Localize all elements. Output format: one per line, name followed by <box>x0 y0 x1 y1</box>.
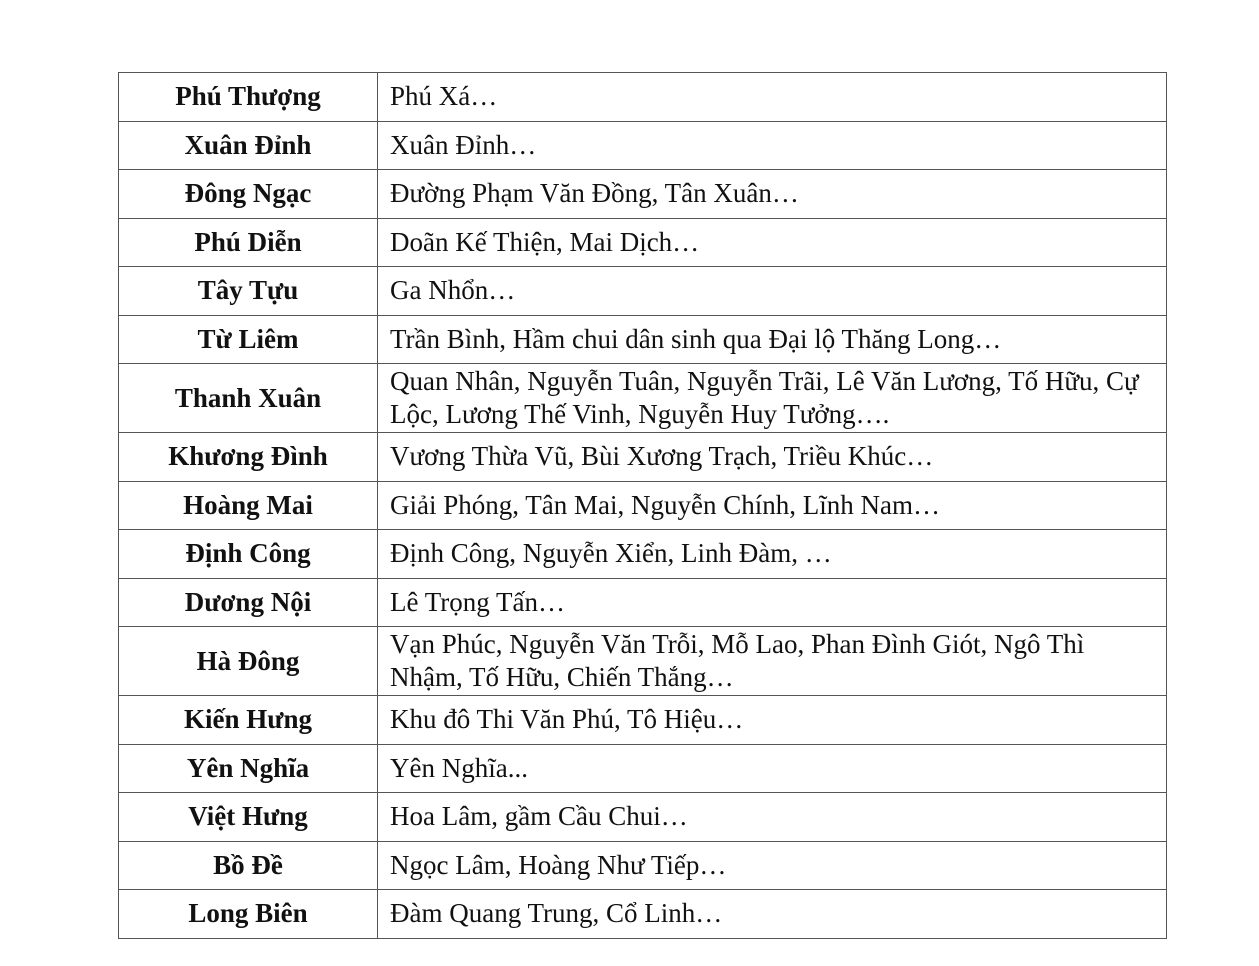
streets-cell: Xuân Đỉnh… <box>378 121 1167 170</box>
table-row <box>119 793 1167 842</box>
streets-cell: Ga Nhổn… <box>378 267 1167 316</box>
table-row <box>119 578 1167 627</box>
streets-cell: Vương Thừa Vũ, Bùi Xương Trạch, Triều Khúc… <box>378 433 1167 482</box>
table-row <box>119 267 1167 316</box>
table-row <box>119 73 1167 122</box>
ward-name-cell: Phú Thượng <box>119 73 378 122</box>
ward-name-cell: Yên Nghĩa <box>119 744 378 793</box>
table-row <box>119 218 1167 267</box>
streets-cell: Đàm Quang Trung, Cổ Linh… <box>378 890 1167 939</box>
table-row <box>119 530 1167 579</box>
streets-cell: Trần Bình, Hầm chui dân sinh qua Đại lộ Thăng Long… <box>378 315 1167 364</box>
table-row <box>119 627 1167 696</box>
table-row <box>119 315 1167 364</box>
table-row <box>119 744 1167 793</box>
table-row <box>119 890 1167 939</box>
streets-cell: Ngọc Lâm, Hoàng Như Tiếp… <box>378 841 1167 890</box>
streets-cell: Khu đô Thi Văn Phú, Tô Hiệu… <box>378 696 1167 745</box>
streets-cell: Hoa Lâm, gầm Cầu Chui… <box>378 793 1167 842</box>
streets-cell: Phú Xá… <box>378 73 1167 122</box>
table-body <box>119 73 1167 939</box>
streets-cell: Giải Phóng, Tân Mai, Nguyễn Chính, Lĩnh Nam… <box>378 481 1167 530</box>
table-row <box>119 433 1167 482</box>
ward-name-cell: Tây Tựu <box>119 267 378 316</box>
table-row <box>119 170 1167 219</box>
table-row <box>119 696 1167 745</box>
ward-name-cell: Thanh Xuân <box>119 364 378 433</box>
ward-name-cell: Dương Nội <box>119 578 378 627</box>
ward-name-cell: Đông Ngạc <box>119 170 378 219</box>
ward-name-cell: Kiến Hưng <box>119 696 378 745</box>
streets-cell: Lê Trọng Tấn… <box>378 578 1167 627</box>
table-row <box>119 481 1167 530</box>
ward-name-cell: Hà Đông <box>119 627 378 696</box>
ward-name-cell: Phú Diễn <box>119 218 378 267</box>
streets-cell: Đường Phạm Văn Đồng, Tân Xuân… <box>378 170 1167 219</box>
ward-name-cell: Xuân Đỉnh <box>119 121 378 170</box>
streets-cell: Vạn Phúc, Nguyễn Văn Trỗi, Mỗ Lao, Phan Đình Giót, Ngô Thì Nhậm, Tố Hữu, Chiến Thắng… <box>378 627 1167 696</box>
streets-cell: Yên Nghĩa... <box>378 744 1167 793</box>
ward-name-cell: Từ Liêm <box>119 315 378 364</box>
streets-cell: Định Công, Nguyễn Xiển, Linh Đàm, … <box>378 530 1167 579</box>
streets-cell: Doãn Kế Thiện, Mai Dịch… <box>378 218 1167 267</box>
ward-name-cell: Long Biên <box>119 890 378 939</box>
ward-name-cell: Hoàng Mai <box>119 481 378 530</box>
ward-name-cell: Định Công <box>119 530 378 579</box>
table-row <box>119 364 1167 433</box>
ward-streets-table <box>118 72 1167 939</box>
table-row <box>119 121 1167 170</box>
table-row <box>119 841 1167 890</box>
ward-name-cell: Bồ Đề <box>119 841 378 890</box>
ward-name-cell: Việt Hưng <box>119 793 378 842</box>
streets-cell: Quan Nhân, Nguyễn Tuân, Nguyễn Trãi, Lê Văn Lương, Tố Hữu, Cự Lộc, Lương Thế Vinh, Nguyễn Huy Tưởng…. <box>378 364 1167 433</box>
ward-name-cell: Khương Đình <box>119 433 378 482</box>
